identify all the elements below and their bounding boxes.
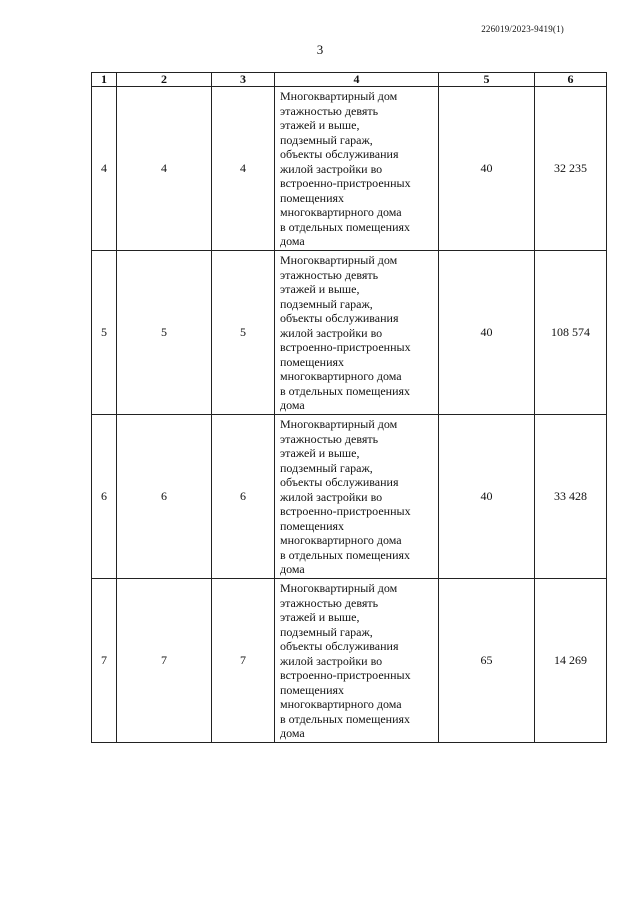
table-cell: 40 [439, 415, 535, 579]
description-line: этажностью девять [280, 267, 379, 282]
description-line: подземный гараж, [280, 624, 373, 639]
table-cell: 33 428 [535, 415, 607, 579]
description-line: подземный гараж, [280, 132, 373, 147]
column-header: 6 [535, 73, 607, 87]
description-line: помещениях [280, 682, 345, 697]
description-line: многоквартирного дома [280, 697, 402, 711]
description-line: объекты обслуживания [280, 147, 399, 161]
description-line: дома [280, 234, 305, 248]
table-cell: 4 [117, 87, 212, 251]
table-cell: 65 [439, 579, 535, 743]
description-line: подземный гараж, [280, 460, 373, 475]
column-header: 2 [117, 73, 212, 87]
description-line: этажей и выше, [280, 118, 360, 132]
registry-table [91, 72, 607, 743]
description-line: Многоквартирный дом [280, 89, 398, 103]
table-cell: 108 574 [535, 251, 607, 415]
description-line: помещениях [280, 518, 345, 533]
description-line: этажей и выше, [280, 282, 360, 296]
table-cell: 7 [117, 579, 212, 743]
description-line: в отдельных помещениях [280, 383, 411, 398]
description-cell [275, 251, 439, 415]
description-line: в отдельных помещениях [280, 711, 411, 726]
description-line: Многоквартирный дом [280, 417, 398, 431]
description-line: жилой застройки во [280, 161, 383, 176]
table-cell: 5 [92, 251, 117, 415]
description-line: этажей и выше, [280, 446, 360, 460]
column-header: 3 [212, 73, 275, 87]
column-header: 4 [275, 73, 439, 87]
table-cell: 4 [212, 87, 275, 251]
description-line: встроенно-пристроенных [280, 668, 411, 682]
description-line: Многоквартирный дом [280, 581, 398, 595]
description-line: жилой застройки во [280, 489, 383, 504]
description-line: многоквартирного дома [280, 369, 402, 383]
description-line: подземный гараж, [280, 296, 373, 311]
table-cell: 5 [212, 251, 275, 415]
description-cell [275, 579, 439, 743]
table-cell: 14 269 [535, 579, 607, 743]
table-cell: 40 [439, 251, 535, 415]
description-line: объекты обслуживания [280, 639, 399, 653]
description-line: Многоквартирный дом [280, 253, 398, 267]
table-cell: 6 [212, 415, 275, 579]
table-row [92, 579, 607, 743]
description-line: объекты обслуживания [280, 311, 399, 325]
table-row [92, 415, 607, 579]
document-number: 226019/2023-9419(1) [481, 24, 564, 34]
description-line: объекты обслуживания [280, 475, 399, 489]
table-cell: 7 [212, 579, 275, 743]
table-cell: 7 [92, 579, 117, 743]
page-number: 3 [316, 42, 324, 57]
table-cell: 6 [117, 415, 212, 579]
header-row [92, 73, 607, 87]
description-line: этажностью девять [280, 595, 379, 610]
description-line: встроенно-пристроенных [280, 340, 411, 354]
description-line: дома [280, 726, 305, 740]
description-cell [275, 415, 439, 579]
description-line: многоквартирного дома [280, 533, 402, 547]
table-cell: 40 [439, 87, 535, 251]
description-line: помещениях [280, 354, 345, 369]
description-line: многоквартирного дома [280, 205, 402, 219]
description-line: жилой застройки во [280, 653, 383, 668]
description-line: дома [280, 398, 305, 412]
table-row [92, 251, 607, 415]
description-line: в отдельных помещениях [280, 219, 411, 234]
description-line: этажностью девять [280, 431, 379, 446]
table-cell: 4 [92, 87, 117, 251]
description-line: этажей и выше, [280, 610, 360, 624]
table-body [92, 87, 607, 743]
table-row [92, 87, 607, 251]
description-line: в отдельных помещениях [280, 547, 411, 562]
column-header: 1 [92, 73, 117, 87]
table-cell: 5 [117, 251, 212, 415]
description-line: дома [280, 562, 305, 576]
table-cell: 6 [92, 415, 117, 579]
description-line: встроенно-пристроенных [280, 504, 411, 518]
column-header: 5 [439, 73, 535, 87]
description-line: этажностью девять [280, 103, 379, 118]
table-cell: 32 235 [535, 87, 607, 251]
description-line: встроенно-пристроенных [280, 176, 411, 190]
description-line: жилой застройки во [280, 325, 383, 340]
description-line: помещениях [280, 190, 345, 205]
description-cell [275, 87, 439, 251]
